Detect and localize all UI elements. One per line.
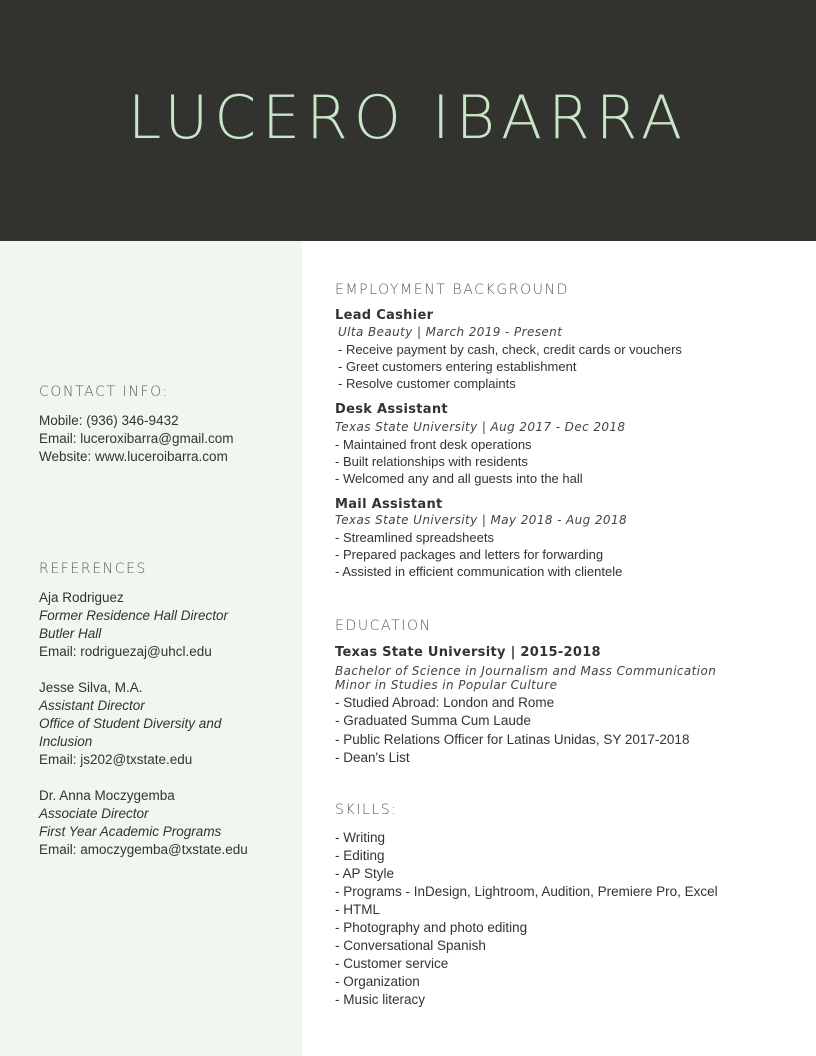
skill-item: - Customer service bbox=[335, 956, 449, 971]
skill-item: - Editing bbox=[335, 848, 385, 863]
job-3-bullet: - Streamlined spreadsheets bbox=[335, 530, 494, 545]
reference-3-title: Associate Director bbox=[39, 806, 149, 821]
references-heading: REFERENCES bbox=[39, 561, 148, 577]
reference-2-office: Office of Student Diversity and bbox=[39, 716, 222, 731]
reference-1-title: Former Residence Hall Director bbox=[39, 608, 229, 623]
education-school: Texas State University | 2015-2018 bbox=[335, 645, 601, 660]
reference-2-office-cont: Inclusion bbox=[39, 734, 93, 749]
job-2-bullet: - Welcomed any and all guests into the hall bbox=[335, 471, 583, 486]
reference-2-title: Assistant Director bbox=[39, 698, 145, 713]
contact-mobile: Mobile: (936) 346-9432 bbox=[39, 413, 179, 428]
job-1-employer: Ulta Beauty | March 2019 - Present bbox=[338, 325, 563, 339]
reference-3-program: First Year Academic Programs bbox=[39, 824, 222, 839]
reference-1-email: Email: rodriguezaj@uhcl.edu bbox=[39, 644, 212, 659]
job-1-title: Lead Cashier bbox=[335, 308, 434, 323]
job-2-title: Desk Assistant bbox=[335, 402, 448, 417]
applicant-name: LUCERO IBARRA bbox=[127, 83, 689, 153]
skill-item: - Music literacy bbox=[335, 992, 426, 1007]
skill-item: - Photography and photo editing bbox=[335, 920, 528, 935]
education-bullet: - Studied Abroad: London and Rome bbox=[335, 695, 555, 710]
skill-item: - Conversational Spanish bbox=[335, 938, 486, 953]
job-3-employer: Texas State University | May 2018 - Aug 2018 bbox=[335, 513, 628, 527]
job-1-bullet: - Resolve customer complaints bbox=[338, 376, 516, 391]
job-1-bullet: - Receive payment by cash, check, credit cards or vouchers bbox=[338, 342, 682, 357]
header-banner bbox=[0, 0, 816, 241]
education-bullet: - Public Relations Officer for Latinas Unidas, SY 2017-2018 bbox=[335, 732, 690, 747]
reference-3-email: Email: amoczygemba@txstate.edu bbox=[39, 842, 248, 857]
skill-item: - HTML bbox=[335, 902, 380, 917]
reference-1-place: Butler Hall bbox=[39, 626, 102, 641]
reference-2-email: Email: js202@txstate.edu bbox=[39, 752, 193, 767]
education-minor: Minor in Studies in Popular Culture bbox=[335, 678, 558, 692]
education-bullet: - Graduated Summa Cum Laude bbox=[335, 713, 531, 728]
job-2-bullet: - Maintained front desk operations bbox=[335, 437, 532, 452]
education-bullet: - Dean's List bbox=[335, 750, 410, 765]
job-1-bullet: - Greet customers entering establishment bbox=[338, 359, 577, 374]
job-2-employer: Texas State University | Aug 2017 - Dec 2018 bbox=[335, 420, 626, 434]
reference-3-name: Dr. Anna Moczygemba bbox=[39, 788, 175, 803]
contact-email: Email: luceroxibarra@gmail.com bbox=[39, 431, 234, 446]
job-3-bullet: - Prepared packages and letters for forwarding bbox=[335, 547, 604, 562]
job-3-bullet: - Assisted in efficient communication with clientele bbox=[335, 564, 623, 579]
contact-heading: CONTACT INFO: bbox=[39, 384, 169, 400]
reference-2-name: Jesse Silva, M.A. bbox=[39, 680, 143, 695]
contact-website: Website: www.luceroibarra.com bbox=[39, 449, 228, 464]
job-3-title: Mail Assistant bbox=[335, 497, 443, 512]
skills-heading: SKILLS: bbox=[335, 802, 398, 818]
job-2-bullet: - Built relationships with residents bbox=[335, 454, 528, 469]
skill-item: - Writing bbox=[335, 830, 386, 845]
skill-item: - Programs - InDesign, Lightroom, Audition, Premiere Pro, Excel bbox=[335, 884, 718, 899]
employment-heading: EMPLOYMENT BACKGROUND bbox=[335, 282, 570, 298]
education-degree: Bachelor of Science in Journalism and Mass Communication bbox=[335, 664, 717, 678]
reference-1-name: Aja Rodriguez bbox=[39, 590, 124, 605]
skill-item: - Organization bbox=[335, 974, 420, 989]
education-heading: EDUCATION bbox=[335, 618, 432, 634]
skill-item: - AP Style bbox=[335, 866, 395, 881]
